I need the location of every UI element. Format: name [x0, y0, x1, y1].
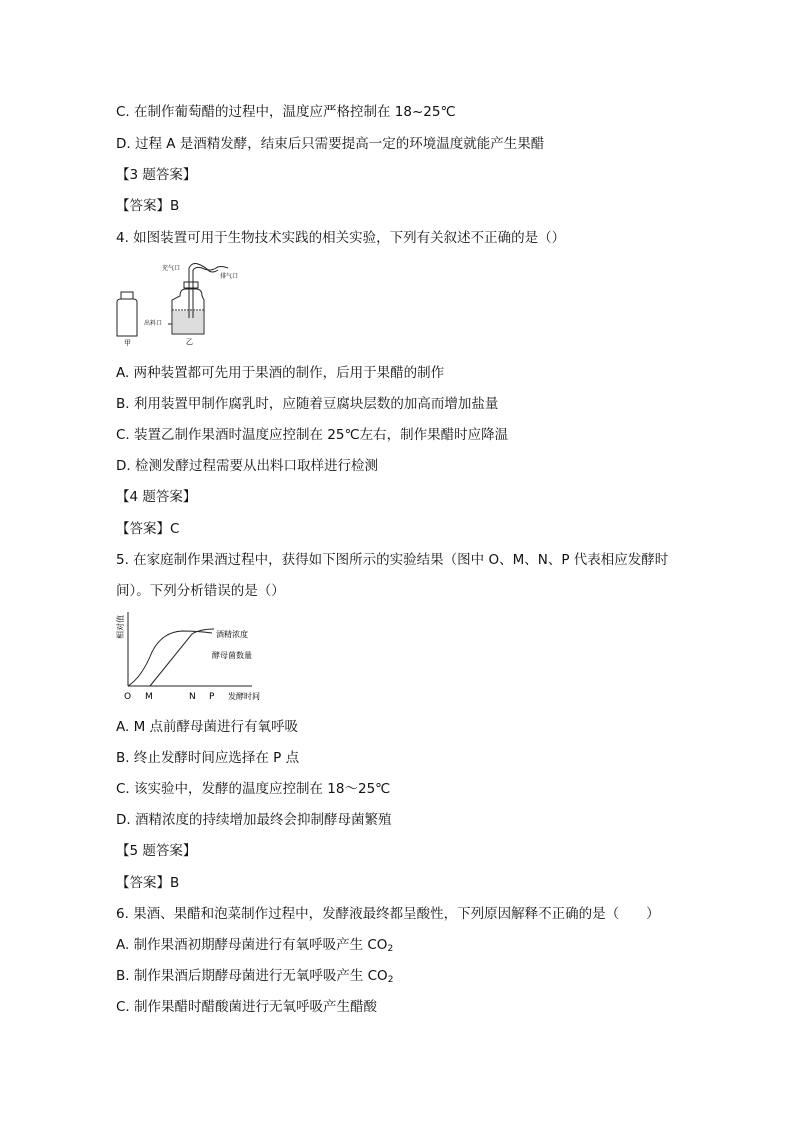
label-air-in: 充气口 [162, 265, 181, 272]
label-jia: 甲 [124, 339, 131, 347]
option-c-q6: C. 制作果醋时醋酸菌进行无氧呼吸产生醋酸 [116, 999, 378, 1015]
apparatus-figure [112, 258, 252, 348]
label-yi: 乙 [186, 338, 193, 346]
liquid [173, 311, 203, 333]
answer-header-q3: 【3 题答案】 [116, 167, 197, 183]
x-axis-label: 发酵时间 [228, 692, 260, 701]
fermentation-graph [112, 607, 282, 707]
option-c-q4: C. 装置乙制作果酒时温度应控制在 25℃左右，制作果醋时应降温 [116, 427, 509, 443]
alcohol-curve [150, 629, 214, 686]
option-d-q4: D. 检测发酵过程需要从出料口取样进行检测 [116, 458, 378, 474]
option-b-q4: B. 利用装置甲制作腐乳时，应随着豆腐块层数的加高而增加盐量 [116, 396, 499, 412]
tick-n: N [189, 692, 196, 702]
label-air-out: 排气口 [220, 273, 239, 280]
y-axis-label: 相对值 [116, 615, 125, 639]
option-b-q5: B. 终止发酵时间应选择在 P 点 [116, 750, 300, 766]
answer-q4: 【答案】C [116, 521, 180, 537]
option-a-q4: A. 两种装置都可先用于果酒的制作，后用于果醋的制作 [116, 365, 445, 381]
tick-p: P [209, 692, 215, 702]
option-c-q5: C. 该实验中，发酵的温度应控制在 18～25℃ [116, 781, 391, 797]
jar-jia [117, 292, 137, 336]
question-5-line1: 5. 在家庭制作果酒过程中，获得如下图所示的实验结果（图中 O、M、N、P 代表相应发酵时 [116, 552, 669, 568]
answer-header-q4: 【4 题答案】 [116, 489, 197, 505]
option-d-q5: D. 酒精浓度的持续增加最终会抑制酵母菌繁殖 [116, 812, 392, 828]
answer-header-q5: 【5 题答案】 [116, 843, 197, 859]
answer-q3: 【答案】B [116, 198, 180, 214]
option-a-q6: A. 制作果酒初期酵母菌进行有氧呼吸产生 $CO_2$ [116, 937, 394, 954]
tick-m: M [145, 692, 153, 702]
option-b-q6: B. 制作果酒后期酵母菌进行无氧呼吸产生 $CO_2$ [116, 968, 394, 985]
tick-o: O [124, 692, 132, 702]
question-6: 6. 果酒、果醋和泡菜制作过程中，发酵液最终都呈酸性，下列原因解释不正确的是（ ） [116, 906, 660, 922]
option-c-q3: C. 在制作葡萄醋的过程中，温度应严格控制在 18~25℃ [116, 104, 456, 120]
label-outlet: 出料口 [144, 320, 163, 327]
yeast-curve [128, 631, 212, 686]
option-d-q3: D. 过程 A 是酒精发酵，结束后只需要提高一定的环境温度就能产生果醋 [116, 136, 545, 152]
legend-alcohol: 酒精浓度 [216, 630, 248, 639]
answer-q5: 【答案】B [116, 875, 180, 891]
question-5-line2: 间）。下列分析错误的是（） [116, 583, 285, 599]
option-a-q5: A. M 点前酵母菌进行有氧呼吸 [116, 719, 299, 735]
question-4: 4. 如图装置可用于生物技术实践的相关实验，下列有关叙述不正确的是（） [116, 230, 566, 246]
legend-yeast: 酵母菌数量 [212, 651, 252, 660]
